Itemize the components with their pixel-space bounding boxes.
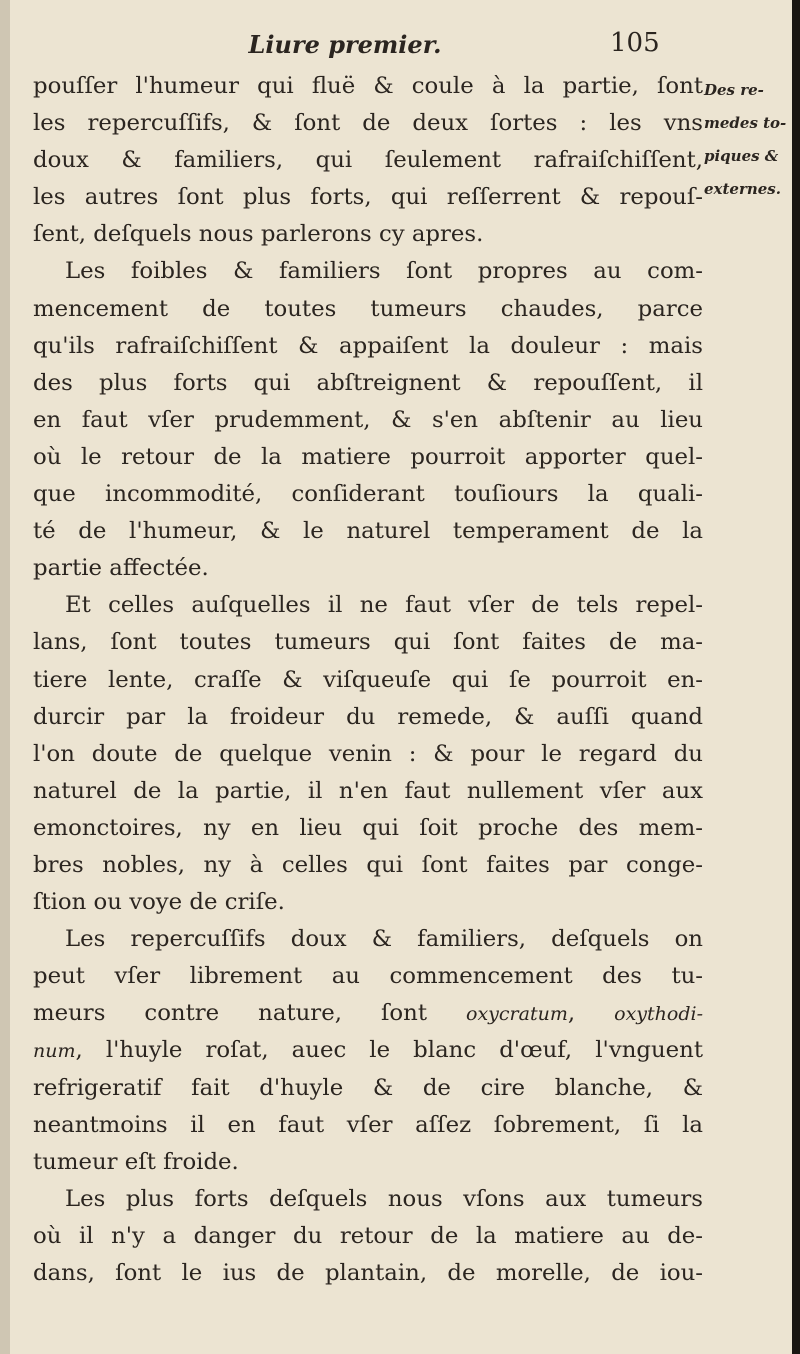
text-line: peut vſer librement au commencement des tu- [33, 963, 703, 990]
text-line: lans, ſont toutes tumeurs qui ſont faites de ma- [33, 629, 703, 656]
text-line: l'on doute de quelque venin : & pour le regard du [33, 740, 703, 767]
text-line: où le retour de la matiere pourroit apporter quel- [33, 443, 703, 470]
text-line: Les repercuſſifs doux & familiers, deſquels on [65, 926, 703, 953]
text-segment: , [567, 1000, 615, 1027]
page-binding-shadow [0, 0, 10, 1354]
marginal-note-line: externes. [704, 180, 781, 198]
marginal-note-line: piques & [704, 147, 779, 165]
text-line: tiere lente, craſſe & viſqueuſe qui ſe pourroit en- [33, 666, 703, 693]
text-line: neantmoins il en faut vſer aſſez ſobrement, ſi la [33, 1111, 703, 1138]
text-segment: meurs contre nature, ſont [33, 1000, 427, 1027]
text-line: naturel de la partie, il n'en faut nullement vſer aux [33, 777, 703, 804]
text-line: les autres ſont plus forts, qui reſſerrent & repouſ- [33, 184, 703, 211]
marginal-note-line: medes to- [704, 114, 787, 132]
text-line: partie affectée. [33, 555, 209, 582]
text-line: durcir par la froideur du remede, & auſſi quand [33, 703, 703, 730]
text-line: té de l'humeur, & le naturel temperament de la [33, 518, 703, 545]
text-line: tumeur eſt froide. [33, 1148, 239, 1175]
text-line [33, 995, 703, 1032]
text-line [33, 1032, 703, 1069]
latin-term: oxythodi- [614, 1003, 704, 1026]
text-line: où il n'y a danger du retour de la matiere au de- [33, 1222, 703, 1249]
marginal-note-line: Des re- [704, 81, 764, 99]
text-line: bres nobles, ny à celles qui ſont faites par conge- [33, 851, 703, 878]
text-line: Les plus forts deſquels nous vſons aux tumeurs [65, 1185, 703, 1212]
text-segment: , l'huyle roſat, auec le blanc d'œuf, l'vnguent [75, 1037, 703, 1064]
text-line: mencement de toutes tumeurs chaudes, parce [33, 295, 703, 322]
text-line: Et celles auſquelles il ne faut vſer de tels repel- [65, 592, 703, 619]
text-line: en faut vſer prudemment, & s'en abſtenir au lieu [33, 406, 703, 433]
latin-term: num [33, 1040, 76, 1063]
text-line: Les foibles & familiers ſont propres au com- [65, 258, 703, 285]
marginal-note [704, 74, 794, 206]
text-line: des plus forts qui abſtreignent & repouſſent, il [33, 369, 703, 396]
text-line: pouſſer l'humeur qui fluë & coule à la partie, ſont [33, 73, 703, 99]
latin-term: oxycratum [466, 1003, 568, 1026]
text-line: les repercuſſifs, & ſont de deux ſortes : les vns [33, 110, 703, 137]
text-line: emonctoires, ny en lieu qui ſoit proche des mem- [33, 814, 703, 841]
running-title: Liure premier. [248, 30, 442, 59]
text-line: doux & familiers, qui ſeulement rafraiſchiſſent, [33, 147, 703, 174]
body-text [33, 68, 703, 1292]
page-header [0, 26, 792, 66]
text-line: dans, ſont le ius de plantain, de morelle, de iou- [33, 1260, 703, 1286]
text-line: refrigeratif fait d'huyle & de cire blanche, & [33, 1074, 703, 1101]
page-number: 105 [610, 28, 660, 58]
text-line: ſent, deſquels nous parlerons cy apres. [33, 221, 484, 248]
text-line: ſtion ou voye de criſe. [33, 889, 285, 916]
text-line: que incommodité, conſiderant touſiours la quali- [33, 481, 703, 508]
text-line: qu'ils rafraiſchiſſent & appaiſent la douleur : mais [33, 332, 703, 359]
